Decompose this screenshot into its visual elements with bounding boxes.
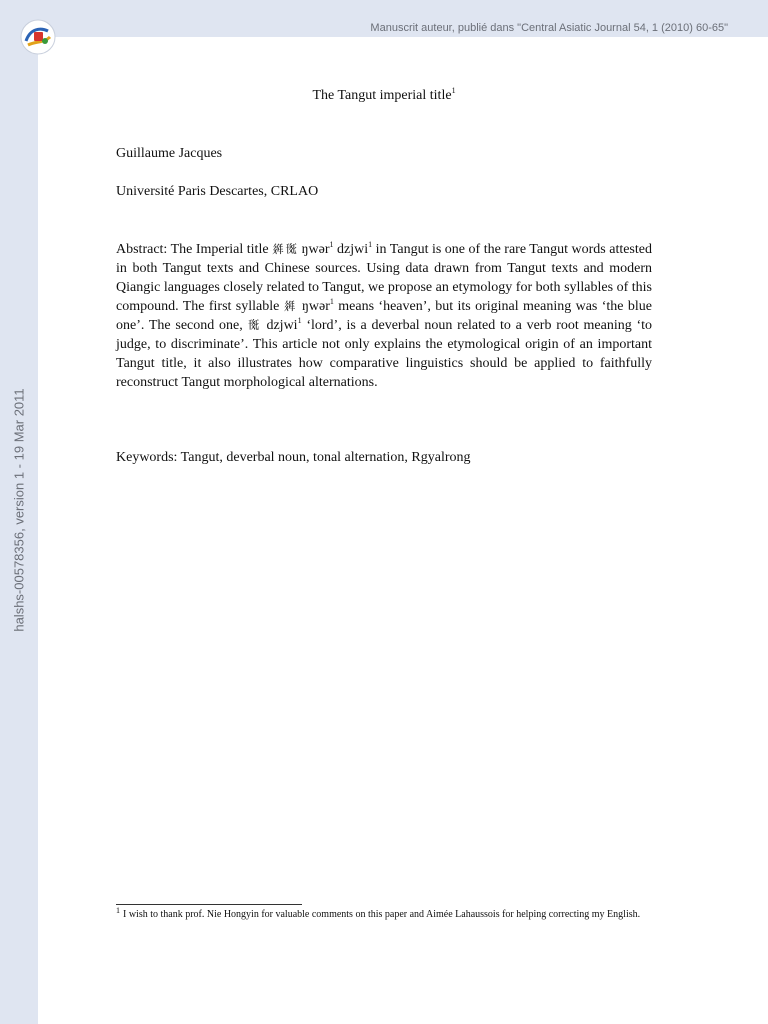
footnote-mark: 1: [116, 906, 120, 915]
abstract-text: ŋwər: [297, 299, 330, 314]
author-name: Guillaume Jacques: [116, 146, 223, 161]
hal-archive-logo-icon: [18, 19, 58, 55]
abstract-text: means ‘heaven’, but its original meaning was ‘the blue one’. The second one,: [116, 299, 652, 333]
abstract-text: Abstract: The Imperial title: [116, 242, 273, 257]
publication-note: Manuscrit auteur, publié dans "Central Asiatic Journal 54, 1 (2010) 60-65": [370, 22, 728, 34]
footnote-text: I wish to thank prof. Nie Hongyin for valuable comments on this paper and Aimée Lahaussois for helping correcting my English.: [123, 909, 641, 920]
paper-title: [116, 88, 652, 104]
footnote: [116, 908, 652, 921]
tone-mark: 1: [329, 297, 334, 306]
abstract-text: ‘lord’, is a deverbal noun related to a verb root meaning ‘to judge, to discriminate’. This article not only explains the etymological origin of an important Tangut title, it also illustrates how comparative linguistics should be applied to faithfully reconstruct Tangut morphological alternations.: [116, 318, 652, 390]
author-affiliation: Université Paris Descartes, CRLAO: [116, 184, 319, 199]
tone-mark: 1: [297, 316, 302, 325]
tangut-glyph: 𗤶: [283, 299, 298, 313]
footnote-rule: [116, 904, 302, 905]
abstract-text: dzjwi: [261, 318, 298, 333]
tone-mark: 1: [368, 240, 373, 249]
hal-version-stamp: halshs-00578356, version 1 - 19 Mar 2011: [11, 388, 27, 632]
title-footnote-mark: 1: [451, 86, 456, 95]
title-text: The Tangut imperial title: [312, 88, 452, 103]
tone-mark: 1: [329, 240, 334, 249]
keywords: Keywords: Tangut, deverbal noun, tonal alternation, Rgyalrong: [116, 450, 471, 465]
tangut-glyph: 𗍊: [247, 318, 262, 332]
abstract-paragraph: [116, 240, 652, 392]
abstract-text: ŋwər: [298, 242, 330, 257]
tangut-glyph: 𗤶𗍊: [272, 242, 299, 256]
abstract-text: dzjwi: [333, 242, 369, 257]
abstract-text: in Tangut is one of the rare Tangut words attested in both Tangut texts and Chinese sources. Using data drawn from Tangut texts and modern Qiangic languages closely related to Tangut, we propose an etymology for both syllables of this compound. The first syllable: [116, 242, 652, 314]
